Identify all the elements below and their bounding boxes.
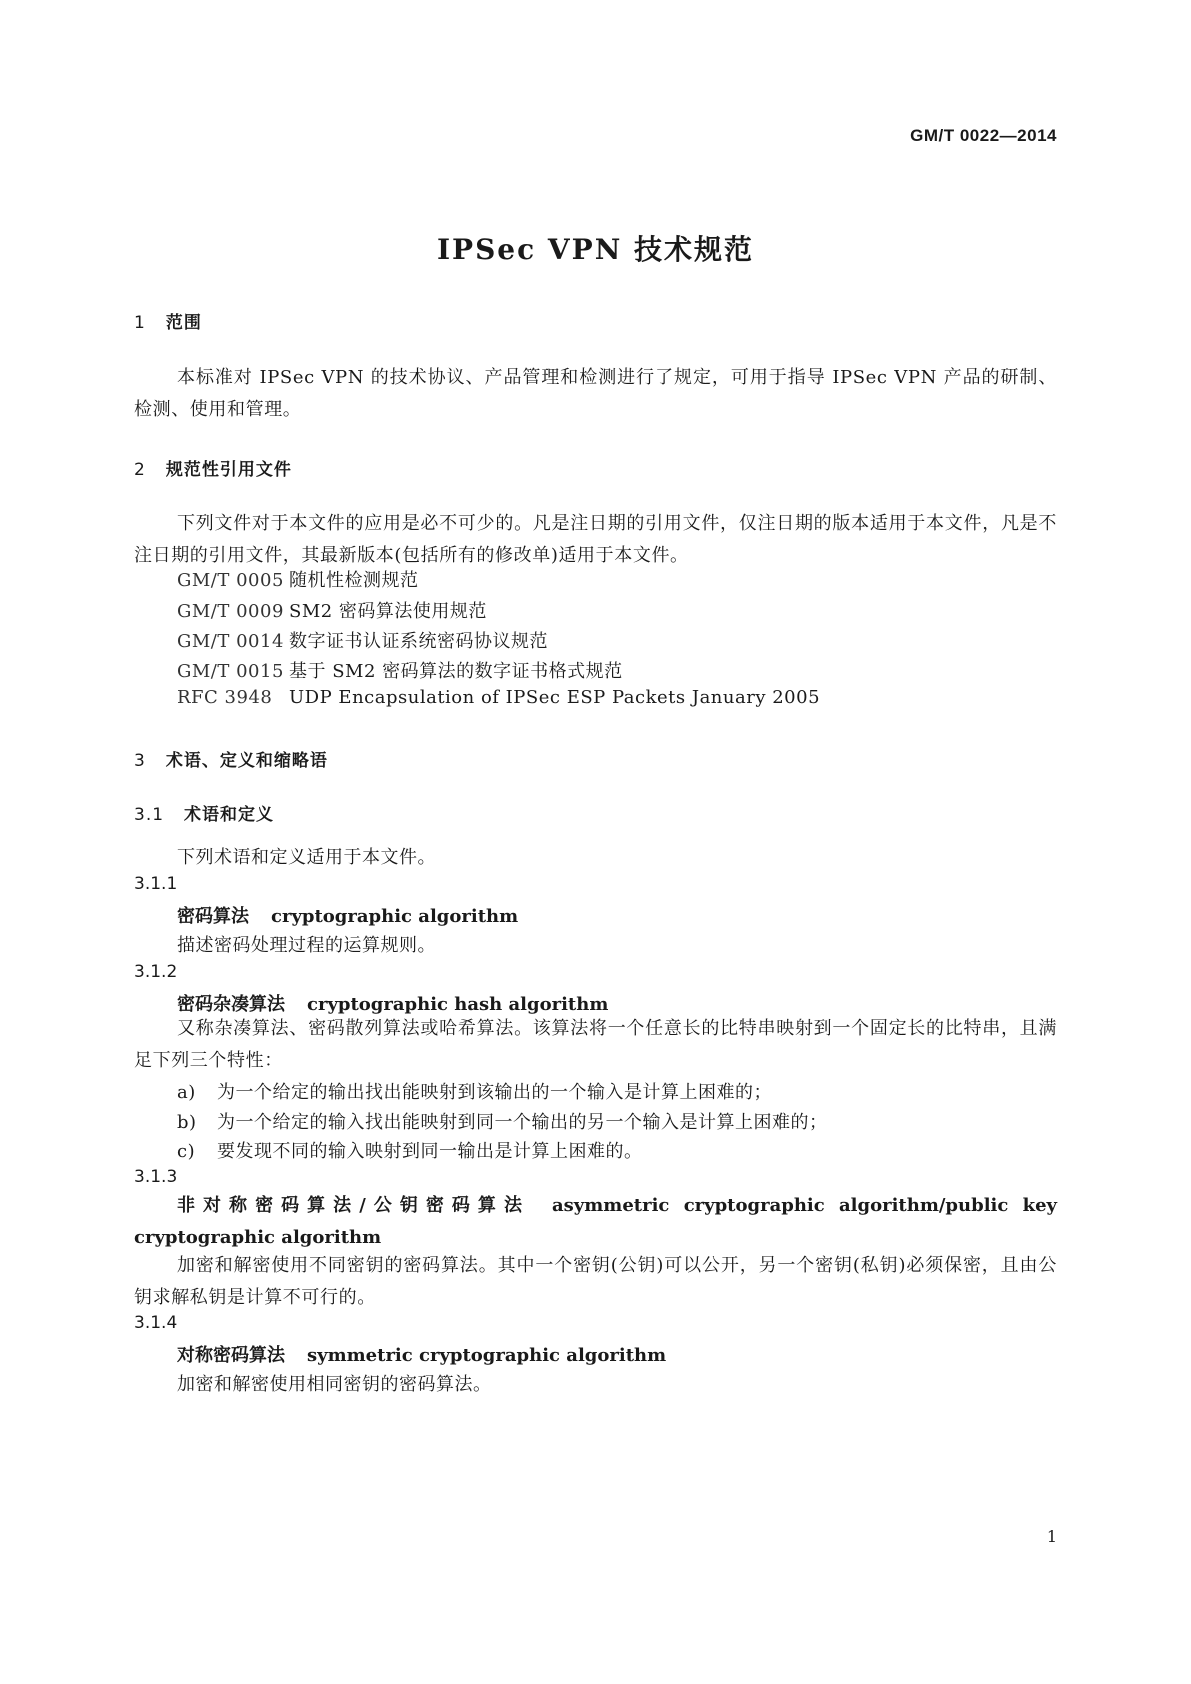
subsection-number: 3.1 [134,805,165,825]
term-definition: 加密和解密使用不同密钥的密码算法。其中一个密钥(公钥)可以公开，另一个密钥(私钥)必须保密，且由公钥求解私钥是计算不可行的。 [134,1255,1057,1308]
section-1-text: 本标准对 IPSec VPN 的技术协议、产品管理和检测进行了规定，可用于指导 IPSec VPN 产品的研制、检测、使用和管理。 [134,367,1057,420]
term-heading [134,1190,1057,1254]
section-3-heading [134,746,328,771]
clause-number: 3.1.4 [134,1313,178,1333]
reference-code: GM/T 0005 [177,570,284,591]
term-heading [177,1341,666,1367]
clause-number: 3.1.2 [134,962,178,982]
reference-title: SM2 密码算法使用规范 [289,601,487,622]
section-title: 规范性引用文件 [165,460,292,480]
subsection-title: 术语和定义 [184,805,275,825]
term-zh: 密码杂凑算法 [177,994,285,1015]
term-definition: 描述密码处理过程的运算规则。 [177,935,436,956]
list-item [177,1137,643,1163]
reference-title: UDP Encapsulation of IPSec ESP Packets January 2005 [289,687,821,708]
term-en: cryptographic algorithm [271,906,519,927]
section-title: 范围 [165,313,202,333]
section-2-intro: 下列文件对于本文件的应用是必不可少的。凡是注日期的引用文件，仅注日期的版本适用于本文件，凡是不注日期的引用文件，其最新版本(包括所有的修改单)适用于本文件。 [134,513,1057,566]
clause-number: 3.1.1 [134,874,178,894]
reference-title: 数字证书认证系统密码协议规范 [289,631,548,652]
standard-code: GM/T 0022—2014 [910,126,1057,145]
term-zh: 对称密码算法 [177,1345,285,1366]
term-zh: 密码算法 [177,906,249,927]
list-text: 要发现不同的输入映射到同一输出是计算上困难的。 [217,1141,643,1162]
clause-number: 3.1.3 [134,1167,178,1187]
term-en: symmetric cryptographic algorithm [307,1345,667,1366]
reference-item [177,566,419,592]
section-number: 3 [134,751,146,771]
document-title: IPSec VPN 技术规范 [436,233,755,266]
reference-item [177,597,487,623]
reference-item [177,657,623,683]
list-item [177,1078,772,1104]
list-text: 为一个给定的输出找出能映射到该输出的一个输入是计算上困难的； [217,1082,772,1103]
reference-item [177,627,548,653]
reference-code: RFC 3948 [177,687,273,708]
list-item [177,1108,828,1134]
reference-code: GM/T 0015 [177,661,284,682]
page-number: 1 [1046,1527,1057,1546]
term-en: cryptographic hash algorithm [307,994,609,1015]
term-en: asymmetric cryptographic algorithm/public key cryptographic algorithm [134,1195,1058,1248]
reference-code: GM/T 0009 [177,601,284,622]
reference-title: 随机性检测规范 [289,570,419,591]
term-heading [177,902,518,928]
section-2-heading [134,455,292,480]
subsection-3-1-heading [134,800,274,825]
section-number: 1 [134,313,146,333]
reference-title: 基于 SM2 密码算法的数字证书格式规范 [289,661,623,682]
term-definition: 加密和解密使用相同密钥的密码算法。 [177,1374,492,1395]
section-1-heading [134,308,202,333]
section-number: 2 [134,460,146,480]
subsection-intro: 下列术语和定义适用于本文件。 [177,847,436,868]
term-definition: 又称杂凑算法、密码散列算法或哈希算法。该算法将一个任意长的比特串映射到一个固定长的比特串，且满足下列三个特性： [134,1018,1057,1071]
section-title: 术语、定义和缩略语 [165,751,328,771]
list-marker: b) [177,1112,197,1133]
list-marker: c) [177,1141,196,1162]
reference-code: GM/T 0014 [177,631,284,652]
list-marker: a) [177,1082,196,1103]
term-zh: 非对称密码算法/公钥密码算法 [177,1195,530,1216]
reference-item [177,687,820,708]
list-text: 为一个给定的输入找出能映射到同一个输出的另一个输入是计算上困难的； [217,1112,828,1133]
